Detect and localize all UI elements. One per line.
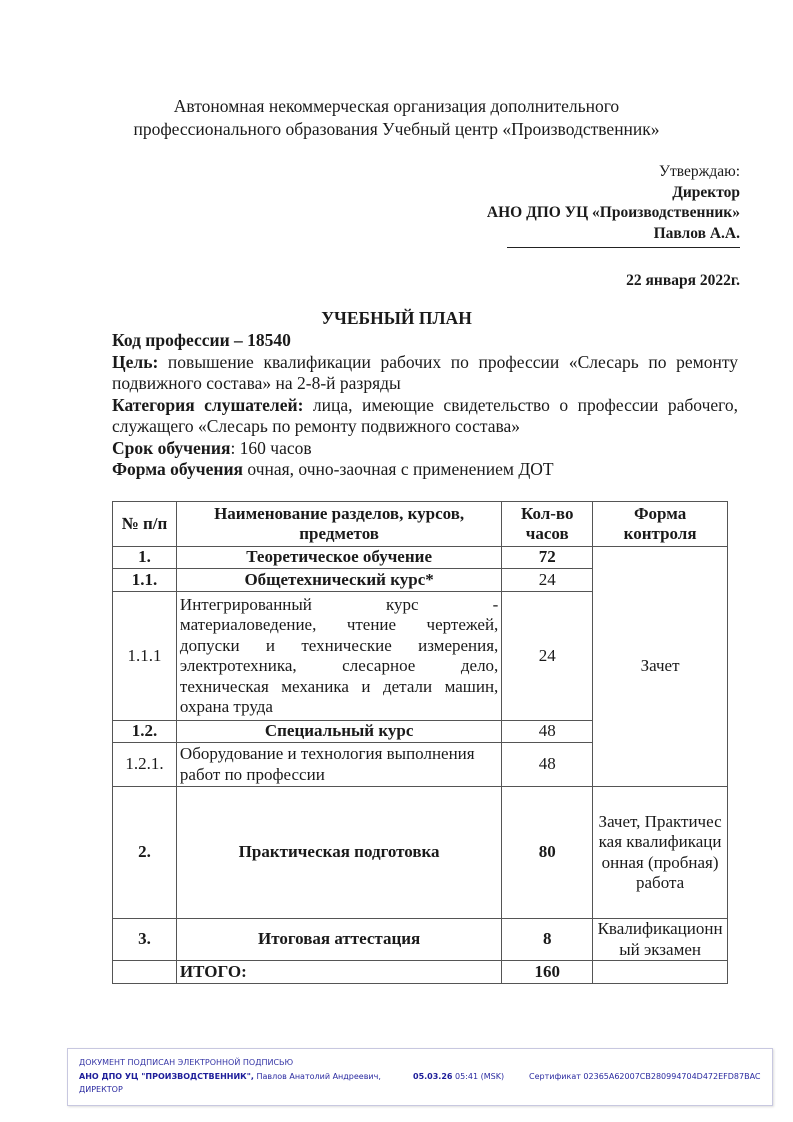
category-label: Категория слушателей: <box>112 394 304 415</box>
approval-label: Утверждаю: <box>659 163 740 180</box>
profession-code: Код профессии – 18540 <box>112 330 291 350</box>
form-text: очная, очно-заочная с применением ДОТ <box>243 459 554 479</box>
form-label: Форма обучения <box>112 459 244 479</box>
total-num-empty <box>113 961 177 984</box>
document-title: УЧЕБНЫЙ ПЛАН <box>321 308 472 328</box>
row-num: 1.2.1. <box>113 743 177 787</box>
row-hours: 48 <box>502 721 593 743</box>
row-control: Зачет, Практическая квалификационная (пробная) работа <box>593 787 728 919</box>
stamp-position: ДИРЕКТОР <box>79 1085 123 1094</box>
stamp-date: 05.03.26 <box>413 1072 453 1081</box>
approval-name: Павлов А.А. <box>653 224 740 242</box>
row-hours: 24 <box>502 569 593 592</box>
section1-control: Зачет <box>593 547 728 787</box>
category-paragraph <box>112 395 738 438</box>
row-name: Интегрированный курс - материаловедение, чтение чертежей, допуски и технические измерения, электротехника, слесарное дело, техническая механика и детали машин, охрана труда <box>176 592 501 721</box>
total-label: ИТОГО: <box>176 961 501 984</box>
stamp-heading: ДОКУМЕНТ ПОДПИСАН ЭЛЕКТРОННОЙ ПОДПИСЬЮ <box>79 1058 294 1067</box>
header-num: № п/п <box>113 502 177 547</box>
stamp-signer-line <box>79 1072 381 1081</box>
organization-line-1: Автономная некоммерческая организация дополнительного <box>173 96 620 116</box>
row-num: 1.2. <box>113 721 177 743</box>
goal-paragraph <box>112 352 738 395</box>
total-hours: 160 <box>502 961 593 984</box>
stamp-signer: Павлов Анатолий Андреевич, <box>253 1072 381 1081</box>
row-hours: 48 <box>502 743 593 787</box>
electronic-signature-stamp <box>67 1048 773 1106</box>
stamp-datetime <box>413 1072 504 1081</box>
total-control-empty <box>593 961 728 984</box>
table-row <box>113 547 728 569</box>
row-num: 2. <box>113 787 177 919</box>
approval-position: Директор <box>672 183 740 201</box>
signature-line <box>507 247 740 248</box>
plan-info <box>112 330 738 481</box>
organization-line-2: профессионального образования Учебный центр «Производственник» <box>133 119 660 139</box>
table-row <box>113 919 728 961</box>
row-name: Теоретическое обучение <box>176 547 501 569</box>
table-header-row <box>113 502 728 547</box>
goal-text: повышение квалификации рабочих по профессии «Слесарь по ремонту подвижного состава» на 2-8-й разряды <box>112 351 738 393</box>
stamp-certificate: Сертификат 02365A62007CB280994704D472EFD87BAC <box>529 1072 761 1081</box>
row-name: Специальный курс <box>176 721 501 743</box>
category-text: лица, имеющие свидетельство о профессии рабочего, служащего «Слесарь по ремонту подвижного состава» <box>112 394 738 436</box>
form-paragraph <box>112 459 738 481</box>
organization-header <box>0 95 793 141</box>
row-hours: 72 <box>502 547 593 569</box>
curriculum-table <box>112 501 728 984</box>
approval-date: 22 января 2022г. <box>626 272 740 289</box>
duration-label: Срок обучения <box>112 437 231 458</box>
row-num: 1.1.1 <box>113 592 177 721</box>
stamp-time: 05:41 (MSK) <box>452 1072 505 1081</box>
goal-label: Цель: <box>112 351 159 372</box>
header-name: Наименование разделов, курсов, предметов <box>176 502 501 547</box>
row-hours: 24 <box>502 592 593 721</box>
row-name: Общетехнический курс* <box>176 569 501 592</box>
row-hours: 80 <box>502 787 593 919</box>
header-control: Форма контроля <box>593 502 728 547</box>
duration-text: : 160 часов <box>230 437 312 458</box>
row-num: 1.1. <box>113 569 177 592</box>
row-control: Квалификационный экзамен <box>593 919 728 961</box>
row-hours: 8 <box>502 919 593 961</box>
table-row <box>113 787 728 919</box>
row-name: Итоговая аттестация <box>176 919 501 961</box>
approval-org: АНО ДПО УЦ «Производственник» <box>486 204 740 221</box>
row-num: 3. <box>113 919 177 961</box>
row-name: Практическая подготовка <box>176 787 501 919</box>
row-num: 1. <box>113 547 177 569</box>
duration-paragraph <box>112 438 738 460</box>
stamp-org: АНО ДПО УЦ "ПРОИЗВОДСТВЕННИК", <box>79 1072 254 1081</box>
row-name: Оборудование и технология выполнения работ по профессии <box>176 743 501 787</box>
header-hours: Кол-во часов <box>502 502 593 547</box>
total-row <box>113 961 728 984</box>
approval-block <box>487 162 740 244</box>
